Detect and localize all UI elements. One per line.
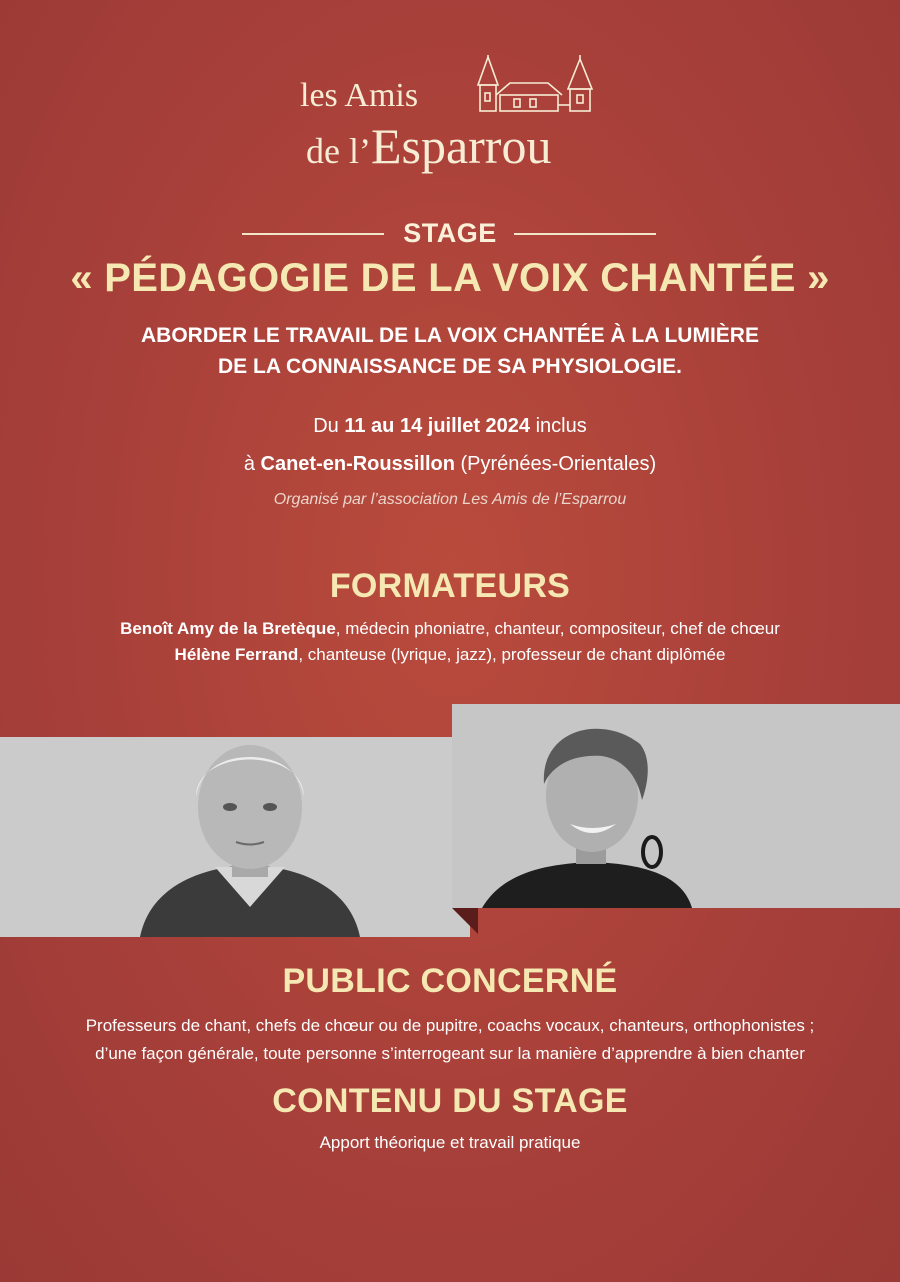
decorative-fold xyxy=(452,908,478,934)
subtitle-line-2: DE LA CONNAISSANCE DE SA PHYSIOLOGIE. xyxy=(218,355,682,378)
trainer-name: Hélène Ferrand xyxy=(174,645,299,664)
public-heading: PUBLIC CONCERNÉ xyxy=(282,962,618,1000)
place-suffix: (Pyrénées-Orientales) xyxy=(454,453,657,475)
logo-line-2-main: Esparrou xyxy=(370,118,552,174)
content-heading: CONTENU DU STAGE xyxy=(272,1082,628,1120)
castle-icon xyxy=(470,55,610,135)
public-line-1: Professeurs de chant, chefs de chœur ou de pupitre, coachs vocaux, chanteurs, orthophonistes ; xyxy=(85,1016,815,1035)
trainer-item xyxy=(0,616,900,642)
stage-label: STAGE xyxy=(403,218,497,248)
trainers-list xyxy=(0,616,900,668)
event-dates-place xyxy=(0,407,900,483)
trainer-item xyxy=(0,642,900,668)
dates-suffix: inclus xyxy=(530,415,587,437)
subtitle-line-1: ABORDER LE TRAVAIL DE LA VOIX CHANTÉE À LA LUMIÈRE xyxy=(141,324,759,347)
association-logo xyxy=(300,55,610,180)
organised-by: Organisé par l’association Les Amis de l’Esparrou xyxy=(273,491,627,508)
trainer-name: Benoît Amy de la Bretèque xyxy=(120,619,336,638)
trainer-photo-left xyxy=(0,737,470,937)
public-text xyxy=(0,1012,900,1068)
portrait-man-illustration xyxy=(0,737,470,937)
event-place xyxy=(0,445,900,483)
trainer-photo-right xyxy=(452,704,900,908)
place-prefix: à xyxy=(243,453,261,475)
event-subtitle xyxy=(0,320,900,382)
dates-bold: 11 au 14 juillet 2024 xyxy=(344,415,531,437)
trainer-desc: , chanteuse (lyrique, jazz), professeur de chant diplômée xyxy=(298,645,726,664)
public-line-2: d’une façon générale, toute personne s’interrogeant sur la manière d’apprendre à bien chanter xyxy=(95,1044,805,1063)
content-text: Apport théorique et travail pratique xyxy=(319,1133,581,1152)
place-bold: Canet-en-Roussillon xyxy=(260,453,455,475)
dates-prefix: Du xyxy=(313,415,345,437)
event-dates xyxy=(0,407,900,445)
portrait-woman-illustration xyxy=(452,704,900,908)
trainers-heading: FORMATEURS xyxy=(329,567,571,605)
logo-line-2-prefix: de l’ xyxy=(306,131,371,171)
logo-line-1: les Amis xyxy=(300,77,419,114)
event-title: « PÉDAGOGIE DE LA VOIX CHANTÉE » xyxy=(70,256,830,300)
trainer-desc: , médecin phoniatre, chanteur, compositeur, chef de chœur xyxy=(335,619,780,638)
